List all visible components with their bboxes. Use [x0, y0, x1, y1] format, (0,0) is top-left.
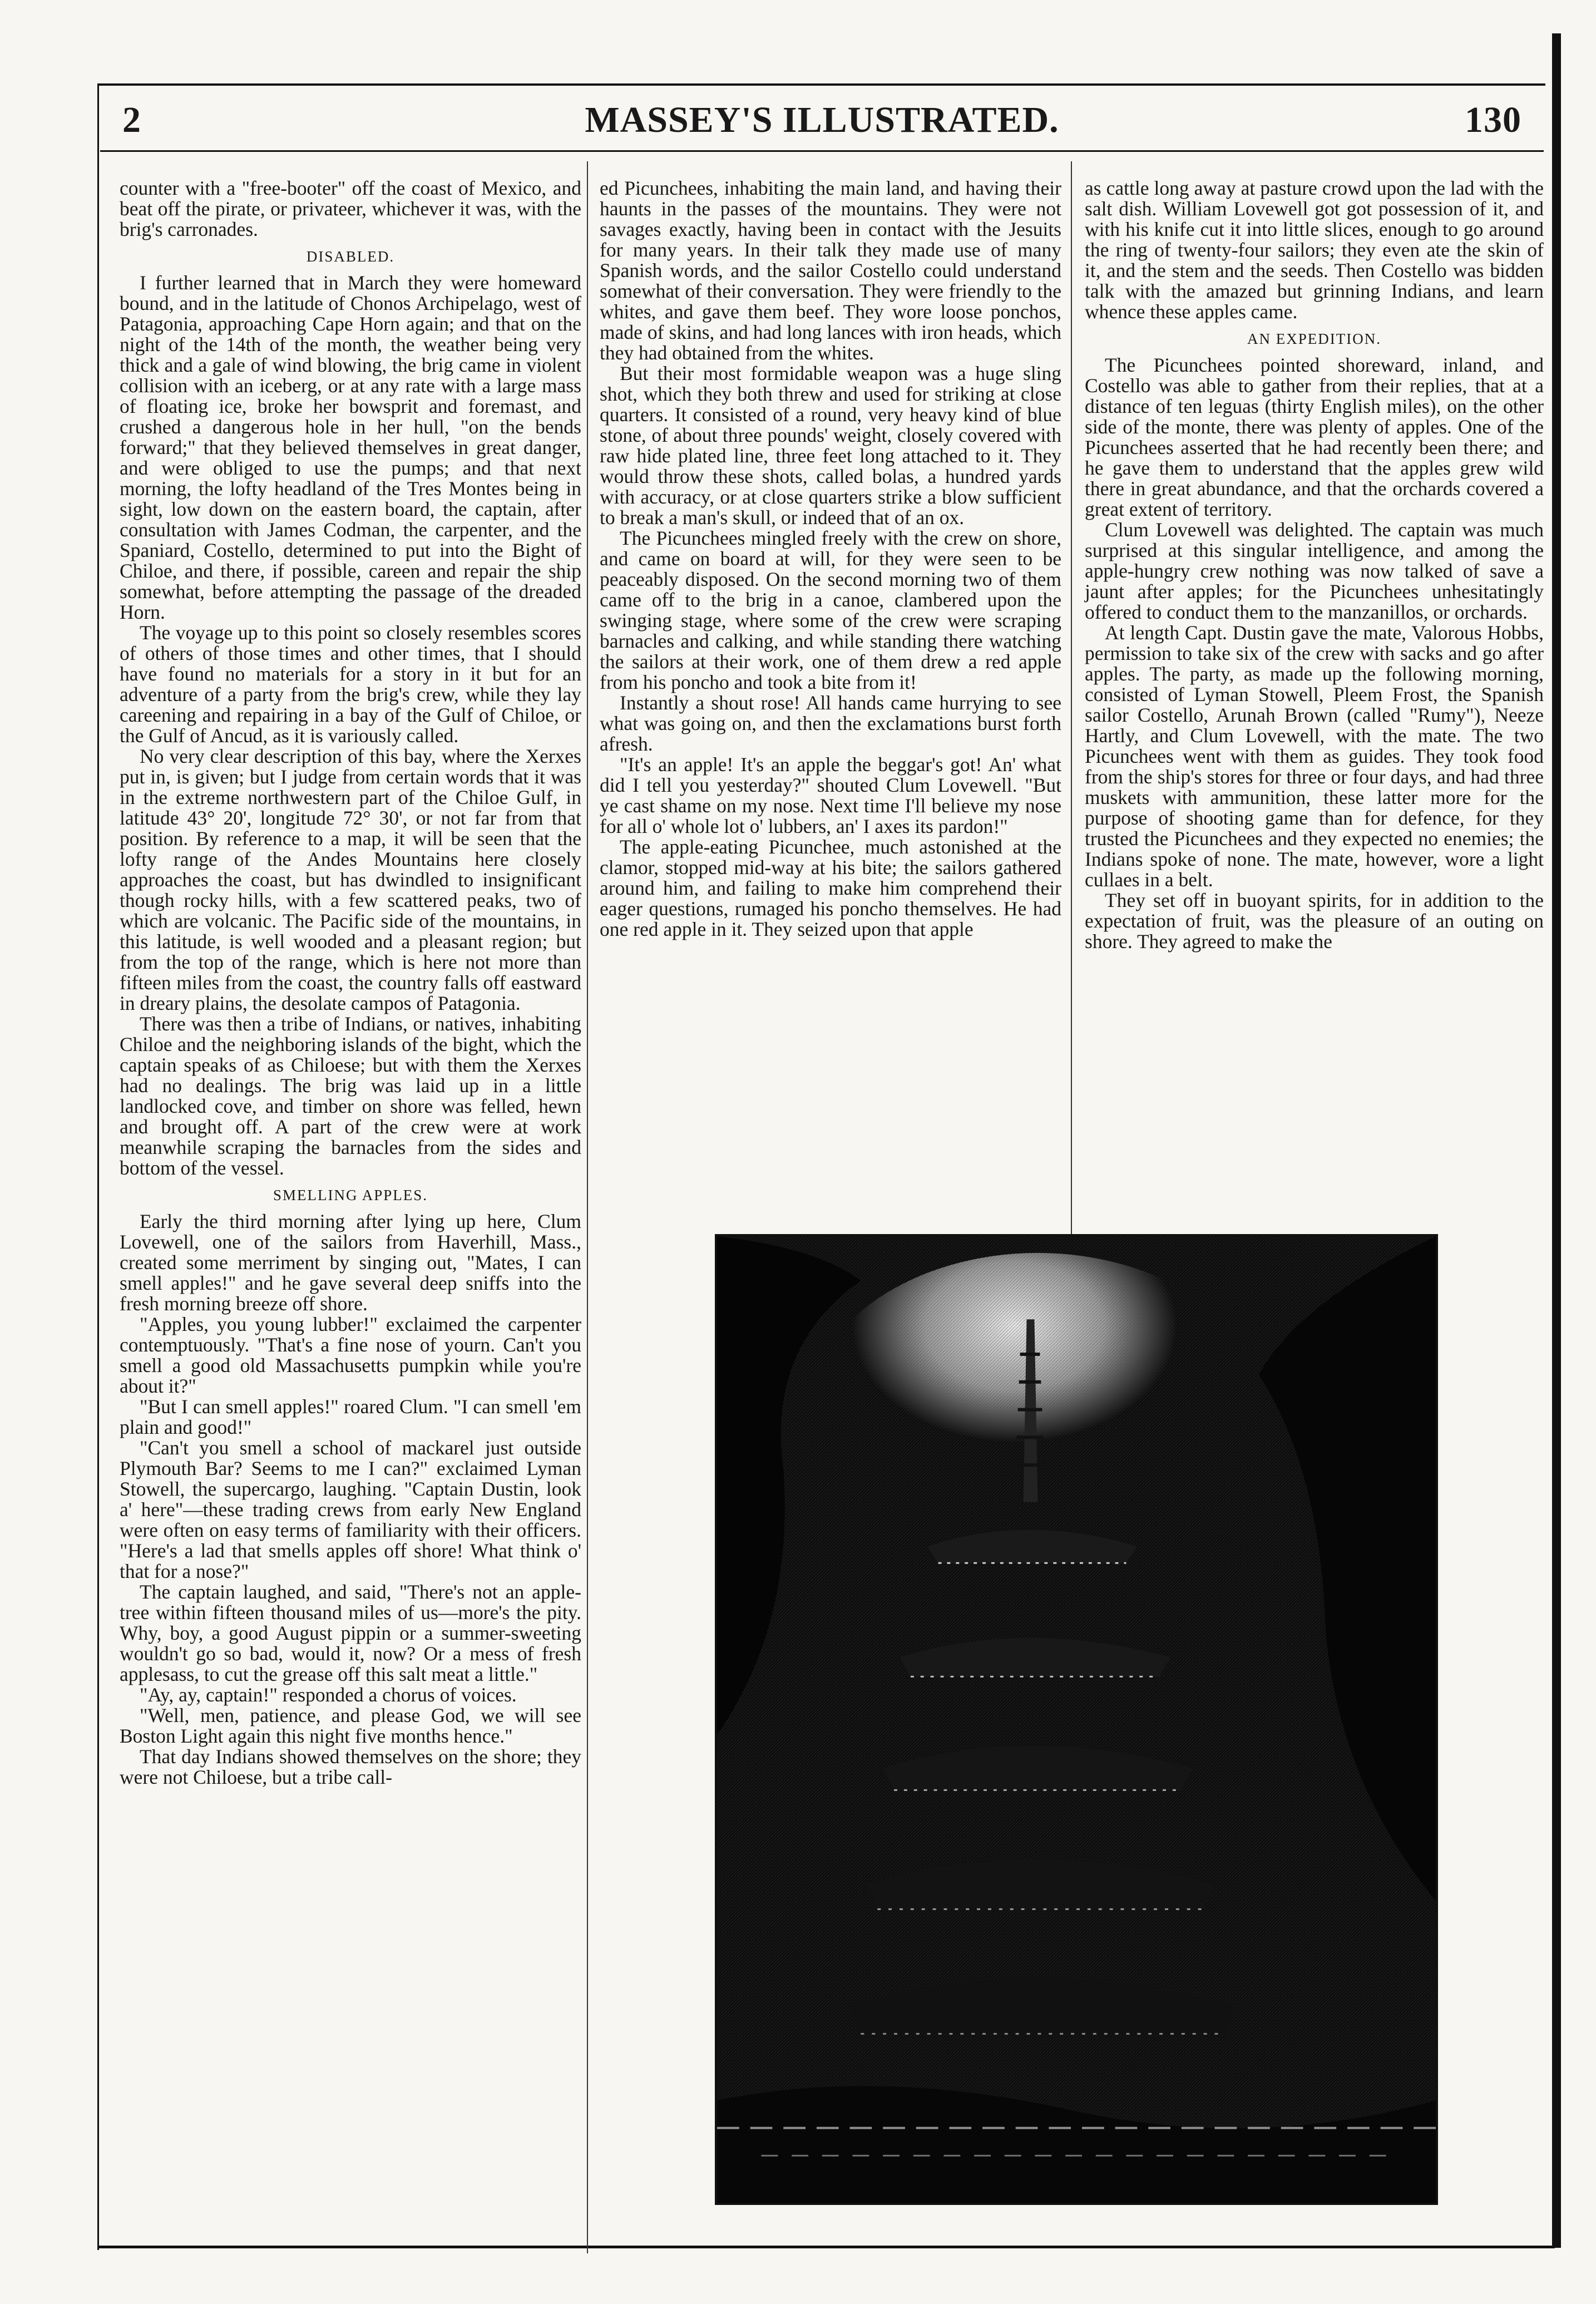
paragraph: At length Capt. Dustin gave the mate, Valorous Hobbs, permission to take six of the crew with sacks and go after apples. The party, as made up the following morning, consisted of Lyman Stowell, Pleem Frost, the Spanish sailor Costello, Arunah Brown (called "Rumy"), Neeze Hartly, and Clum Lovewell, with the mate. The two Picunchees went with them as guides. They took food from the ship's stores for three or four days, and had three muskets with ammunition, these latter more for the purpose of shooting game than for defence, for they trusted the Picunchees and they expected no enemies; the Indians spoke of none. The mate, however, wore a light cullaes in a belt.	[1085, 621, 1544, 891]
column-divider-1	[587, 161, 588, 2253]
paragraph: They set off in buoyant spirits, for in addition to the expectation of fruit, was the pleasure of an outing on shore. They agreed to make the	[1085, 889, 1544, 953]
text-column-2	[600, 178, 1061, 940]
paragraph: "Well, men, patience, and please God, we will see Boston Light again this night five months hence."	[120, 1704, 581, 1747]
paragraph: I further learned that in March they were homeward bound, and in the latitude of Chonos Archipelago, west of Patagonia, approaching Cape Horn again; and that on the night of the 14th of the month, the weather being very thick and a gale of wind blowing, the brig came in violent collision with an iceberg, or at any rate with a large mass of floating ice, broke her bowsprit and foremast, and crushed a dangerous hole in her hull, "on the bends forward;" that they believed themselves in great danger, and were obliged to use the pumps; and that next morning, the lofty headland of the Tres Montes being in sight, low down on the eastern board, the captain, after consultation with James Codman, the carpenter, and the Spaniard, Costello, determined to put into the Bight of Chiloe, and there, if possible, careen and repair the ship somewhat, before attempting the passage of the dreaded Horn.	[120, 272, 581, 623]
paragraph: No very clear description of this bay, where the Xerxes put in, is given; but I judge from certain words that it was in the extreme northwestern part of the Chiloe Gulf, in latitude 43° 20', longitude 72° 30', or not far from that position. By reference to a map, it will be seen that the lofty range of the Andes Mountains here closely approaches the coast, but has dwindled to insignificant though rocky hills, with a few scattered peaks, two of which are volcanic. The Pacific side of the mountains, in this latitude, is well wooded and a pleasant region; but from the top of the range, which is here not more than fifteen miles from the coast, the country falls off eastward in dreary plains, the desolate campos of Patagonia.	[120, 745, 581, 1014]
paragraph: "Apples, you young lubber!" exclaimed the carpenter contemptuously. "That's a fine nose of yourn. Can't you smell a good old Massachusetts pumpkin while you're about it?"	[120, 1313, 581, 1397]
section-heading-disabled: DISABLED.	[306, 248, 395, 265]
paragraph: ed Picunchees, inhabiting the main land, and having their haunts in the passes of the mountains. They were not savages exactly, having been in contact with the Jesuits for many years. In their talk they made use of many Spanish words, and the sailor Costello could understand somewhat of their conversation. They were friendly to the whites, and gave them beef. They wore loose ponchos, made of skins, and had long lances with iron heads, which they had obtained from the whites.	[600, 177, 1061, 364]
paragraph: But their most formidable weapon was a huge sling shot, which they both threw and used for striking at close quarters. It consisted of a round, very heavy kind of blue stone, of about three pounds' weight, closely covered with raw hide plated line, three feet long attached to it. They would throw these shots, called bolas, a hundred yards with accuracy, or at close quarters strike a blow sufficient to break a man's skull, or indeed that of an ox.	[600, 362, 1061, 529]
paragraph: Clum Lovewell was delighted. The captain was much surprised at this singular intelligence, and among the apple-hungry crew nothing was now talked of save a jaunt after apples; for the Picunchees unhesitatingly offered to conduct them to the manzanillos, or orchards.	[1085, 519, 1544, 623]
page-header	[100, 89, 1544, 152]
section-heading-expedition: AN EXPEDITION.	[1247, 330, 1381, 347]
bottom-margin-rule	[97, 2246, 1555, 2248]
paragraph: "Can't you smell a school of mackarel just outside Plymouth Bar? Seems to me I can?" exclaimed Lyman Stowell, the supercargo, laughing. "Captain Dustin, look a' here"—these trading crews from early New England were often on easy terms of familiarity with their officers. "Here's a lad that smells apples off shore! What think o' that for a nose?"	[120, 1437, 581, 1582]
text-column-3	[1085, 178, 1544, 952]
page-number-right: 130	[1465, 100, 1521, 140]
paragraph: "Ay, ay, captain!" responded a chorus of voices.	[140, 1684, 517, 1706]
paragraph: There was then a tribe of Indians, or natives, inhabiting Chiloe and the neighboring islands of the bight, which the captain speaks of as Chiloese; but with them the Xerxes had no dealings. The brig was laid up in a little landlocked cove, and timber on shore was felled, hewn and brought off. A part of the crew were at work meanwhile scraping the barnacles from the sides and bottom of the vessel.	[120, 1013, 581, 1179]
paragraph: counter with a "free-booter" off the coast of Mexico, and beat off the pirate, or privateer, whichever it was, with the brig's carronades.	[120, 177, 581, 240]
page-number-left: 2	[122, 100, 141, 140]
pagoda-engraving-illustration	[715, 1234, 1438, 2205]
paragraph: That day Indians showed themselves on the shore; they were not Chiloese, but a tribe call-	[120, 1745, 581, 1788]
paragraph: "But I can smell apples!" roared Clum. "I can smell 'em plain and good!"	[120, 1395, 581, 1438]
paragraph: Early the third morning after lying up here, Clum Lovewell, one of the sailors from Haverhill, Mass., created some merriment by singing out, "Mates, I can smell apples!" and he gave several deep sniffs into the fresh morning breeze off shore.	[120, 1210, 581, 1315]
masthead-title: MASSEY'S ILLUSTRATED.	[585, 100, 1059, 140]
section-heading-smelling-apples: SMELLING APPLES.	[273, 1187, 428, 1203]
text-column-1	[120, 178, 581, 1788]
paragraph: The captain laughed, and said, "There's not an apple-tree within fifteen thousand miles of us—more's the pity. Why, boy, a good August pippin or a summer-sweeting wouldn't go so bad, would it, now? Or a mess of fresh applesass, to cut the grease off this salt meat a little."	[120, 1581, 581, 1685]
paragraph: The Picunchees pointed shoreward, inland, and Costello was able to gather from their replies, that at a distance of ten leguas (thirty English miles), on the other side of the monte, there was plenty of apples. One of the Picunchees asserted that he had recently been there; and he gave them to understand that the apples grew wild there in great abundance, and that the orchards covered a great extent of territory.	[1085, 354, 1544, 520]
paragraph: as cattle long away at pasture crowd upon the lad with the salt dish. William Lovewell got got possession of it, and with his knife cut it into little slices, enough to go around the ring of twenty-four sailors; they even ate the skin of it, and the stem and the seeds. Then Costello was bidden talk with the amazed but grinning Indians, and learn whence these apples came.	[1085, 177, 1544, 323]
column-divider-2	[1071, 161, 1072, 1269]
paragraph: Instantly a shout rose! All hands came hurrying to see what was going on, and then the exclamations burst forth afresh.	[600, 692, 1061, 755]
paragraph: "It's an apple! It's an apple the beggar's got! An' what did I tell you yesterday?" shouted Clum Lovewell. "But ye cast shame on my nose. Next time I'll believe my nose for all o' whole lot o' lubbers, an' I axes its pardon!"	[600, 753, 1061, 837]
right-margin-rule	[1552, 33, 1561, 2248]
paragraph: The Picunchees mingled freely with the crew on shore, and came on board at will, for they were seen to be peaceably disposed. On the second morning two of them came off to the brig in a canoe, clambered upon the swinging stage, where some of the crew were scraping barnacles and calking, and while standing there watching the sailors at their work, one of them drew a red apple from his poncho and took a bite from it!	[600, 527, 1061, 693]
engraving-image	[717, 1236, 1436, 2203]
paragraph: The apple-eating Picunchee, much astonished at the clamor, stopped mid-way at his bite; the sailors gathered around him, and failing to make him comprehend their eager questions, rumaged his poncho themselves. He had one red apple in it. They seized upon that apple	[600, 836, 1061, 940]
paragraph: The voyage up to this point so closely resembles scores of others of those times and other times, that I should have found no materials for a story in it but for an adventure of a party from the brig's crew, while they lay careening and repairing in a bay of the Gulf of Chiloe, or the Gulf of Ancud, as it is variously called.	[120, 621, 581, 747]
